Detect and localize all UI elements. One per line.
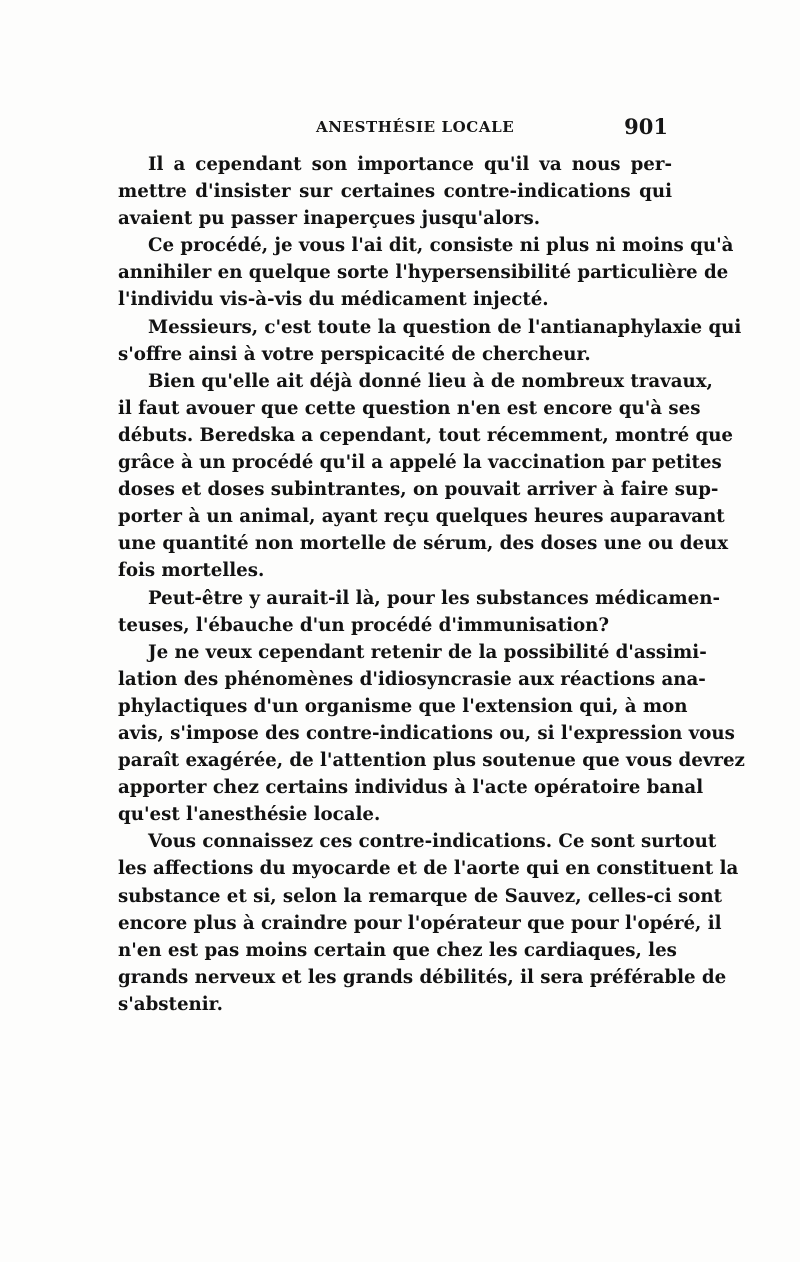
text-line: une quantité non mortelle de sérum, des doses une ou deux	[118, 533, 729, 555]
text-line: paraît exagérée, de l'attention plus soutenue que vous devrez	[118, 750, 745, 772]
text-line: doses et doses subintrantes, on pouvait arriver à faire sup-	[118, 479, 719, 501]
text-line: fois mortelles.	[118, 560, 265, 582]
paragraph	[118, 639, 745, 829]
text-line: annihiler en quelque sorte l'hypersensibilité particulière de	[118, 262, 729, 284]
text-line: Peut-être y aurait-il là, pour les substances médicamen-	[148, 587, 721, 609]
paragraph	[118, 368, 734, 585]
paragraph	[118, 585, 721, 639]
text-line: Bien qu'elle ait déjà donné lieu à de nombreux travaux,	[148, 370, 713, 392]
paragraph	[118, 828, 739, 1018]
text-line: grands nerveux et les grands débilités, il sera préférable de	[118, 966, 727, 988]
text-line: qu'est l'anesthésie locale.	[118, 804, 381, 826]
text-line: Ce procédé, je vous l'ai dit, consiste ni plus ni moins qu'à	[148, 235, 734, 257]
paragraph	[118, 151, 672, 232]
running-title: ANESTHÉSIE LOCALE	[316, 118, 515, 136]
text-line: grâce à un procédé qu'il a appelé la vaccination par petites	[118, 452, 722, 474]
text-line: avaient pu passer inaperçues jusqu'alors.	[118, 208, 541, 230]
text-line: phylactiques d'un organisme que l'extension qui, à mon	[118, 695, 688, 717]
text-line: apporter chez certains individus à l'acte opératoire banal	[118, 777, 704, 799]
running-head	[116, 114, 670, 140]
text-line: avis, s'impose des contre-indications ou, si l'expression vous	[118, 722, 735, 744]
text-line: Messieurs, c'est toute la question de l'antianaphylaxie qui	[148, 316, 742, 338]
text-line: lation des phénomènes d'idiosyncrasie aux réactions ana-	[118, 668, 706, 690]
text-line: encore plus à craindre pour l'opérateur que pour l'opéré, il	[118, 912, 722, 934]
text-line: s'offre ainsi à votre perspicacité de chercheur.	[118, 343, 591, 365]
text-line: n'en est pas moins certain que chez les cardiaques, les	[118, 939, 677, 961]
text-line: porter à un animal, ayant reçu quelques heures auparavant	[118, 506, 725, 528]
body-text	[118, 151, 745, 1018]
text-line: Je ne veux cependant retenir de la possibilité d'assimi-	[148, 641, 707, 663]
text-line: teuses, l'ébauche d'un procédé d'immunisation?	[118, 614, 610, 636]
text-line: il faut avouer que cette question n'en est encore qu'à ses	[118, 397, 701, 419]
text-line: les affections du myocarde et de l'aorte qui en constituent la	[118, 858, 739, 880]
text-line: s'abstenir.	[118, 993, 223, 1015]
text-line: Vous connaissez ces contre-indications. Ce sont surtout	[148, 831, 717, 853]
text-line: débuts. Beredska a cependant, tout récemment, montré que	[118, 424, 734, 446]
text-line: Il a cependant son importance qu'il va nous per-	[148, 154, 672, 175]
text-line: l'individu vis-à-vis du médicament injecté.	[118, 289, 549, 311]
page-number: 901	[624, 114, 668, 139]
text-line: mettre d'insister sur certaines contre-indications qui	[118, 181, 672, 203]
paragraph	[118, 314, 742, 368]
text-line: substance et si, selon la remarque de Sauvez, celles-ci sont	[118, 885, 722, 907]
paragraph	[118, 232, 734, 313]
